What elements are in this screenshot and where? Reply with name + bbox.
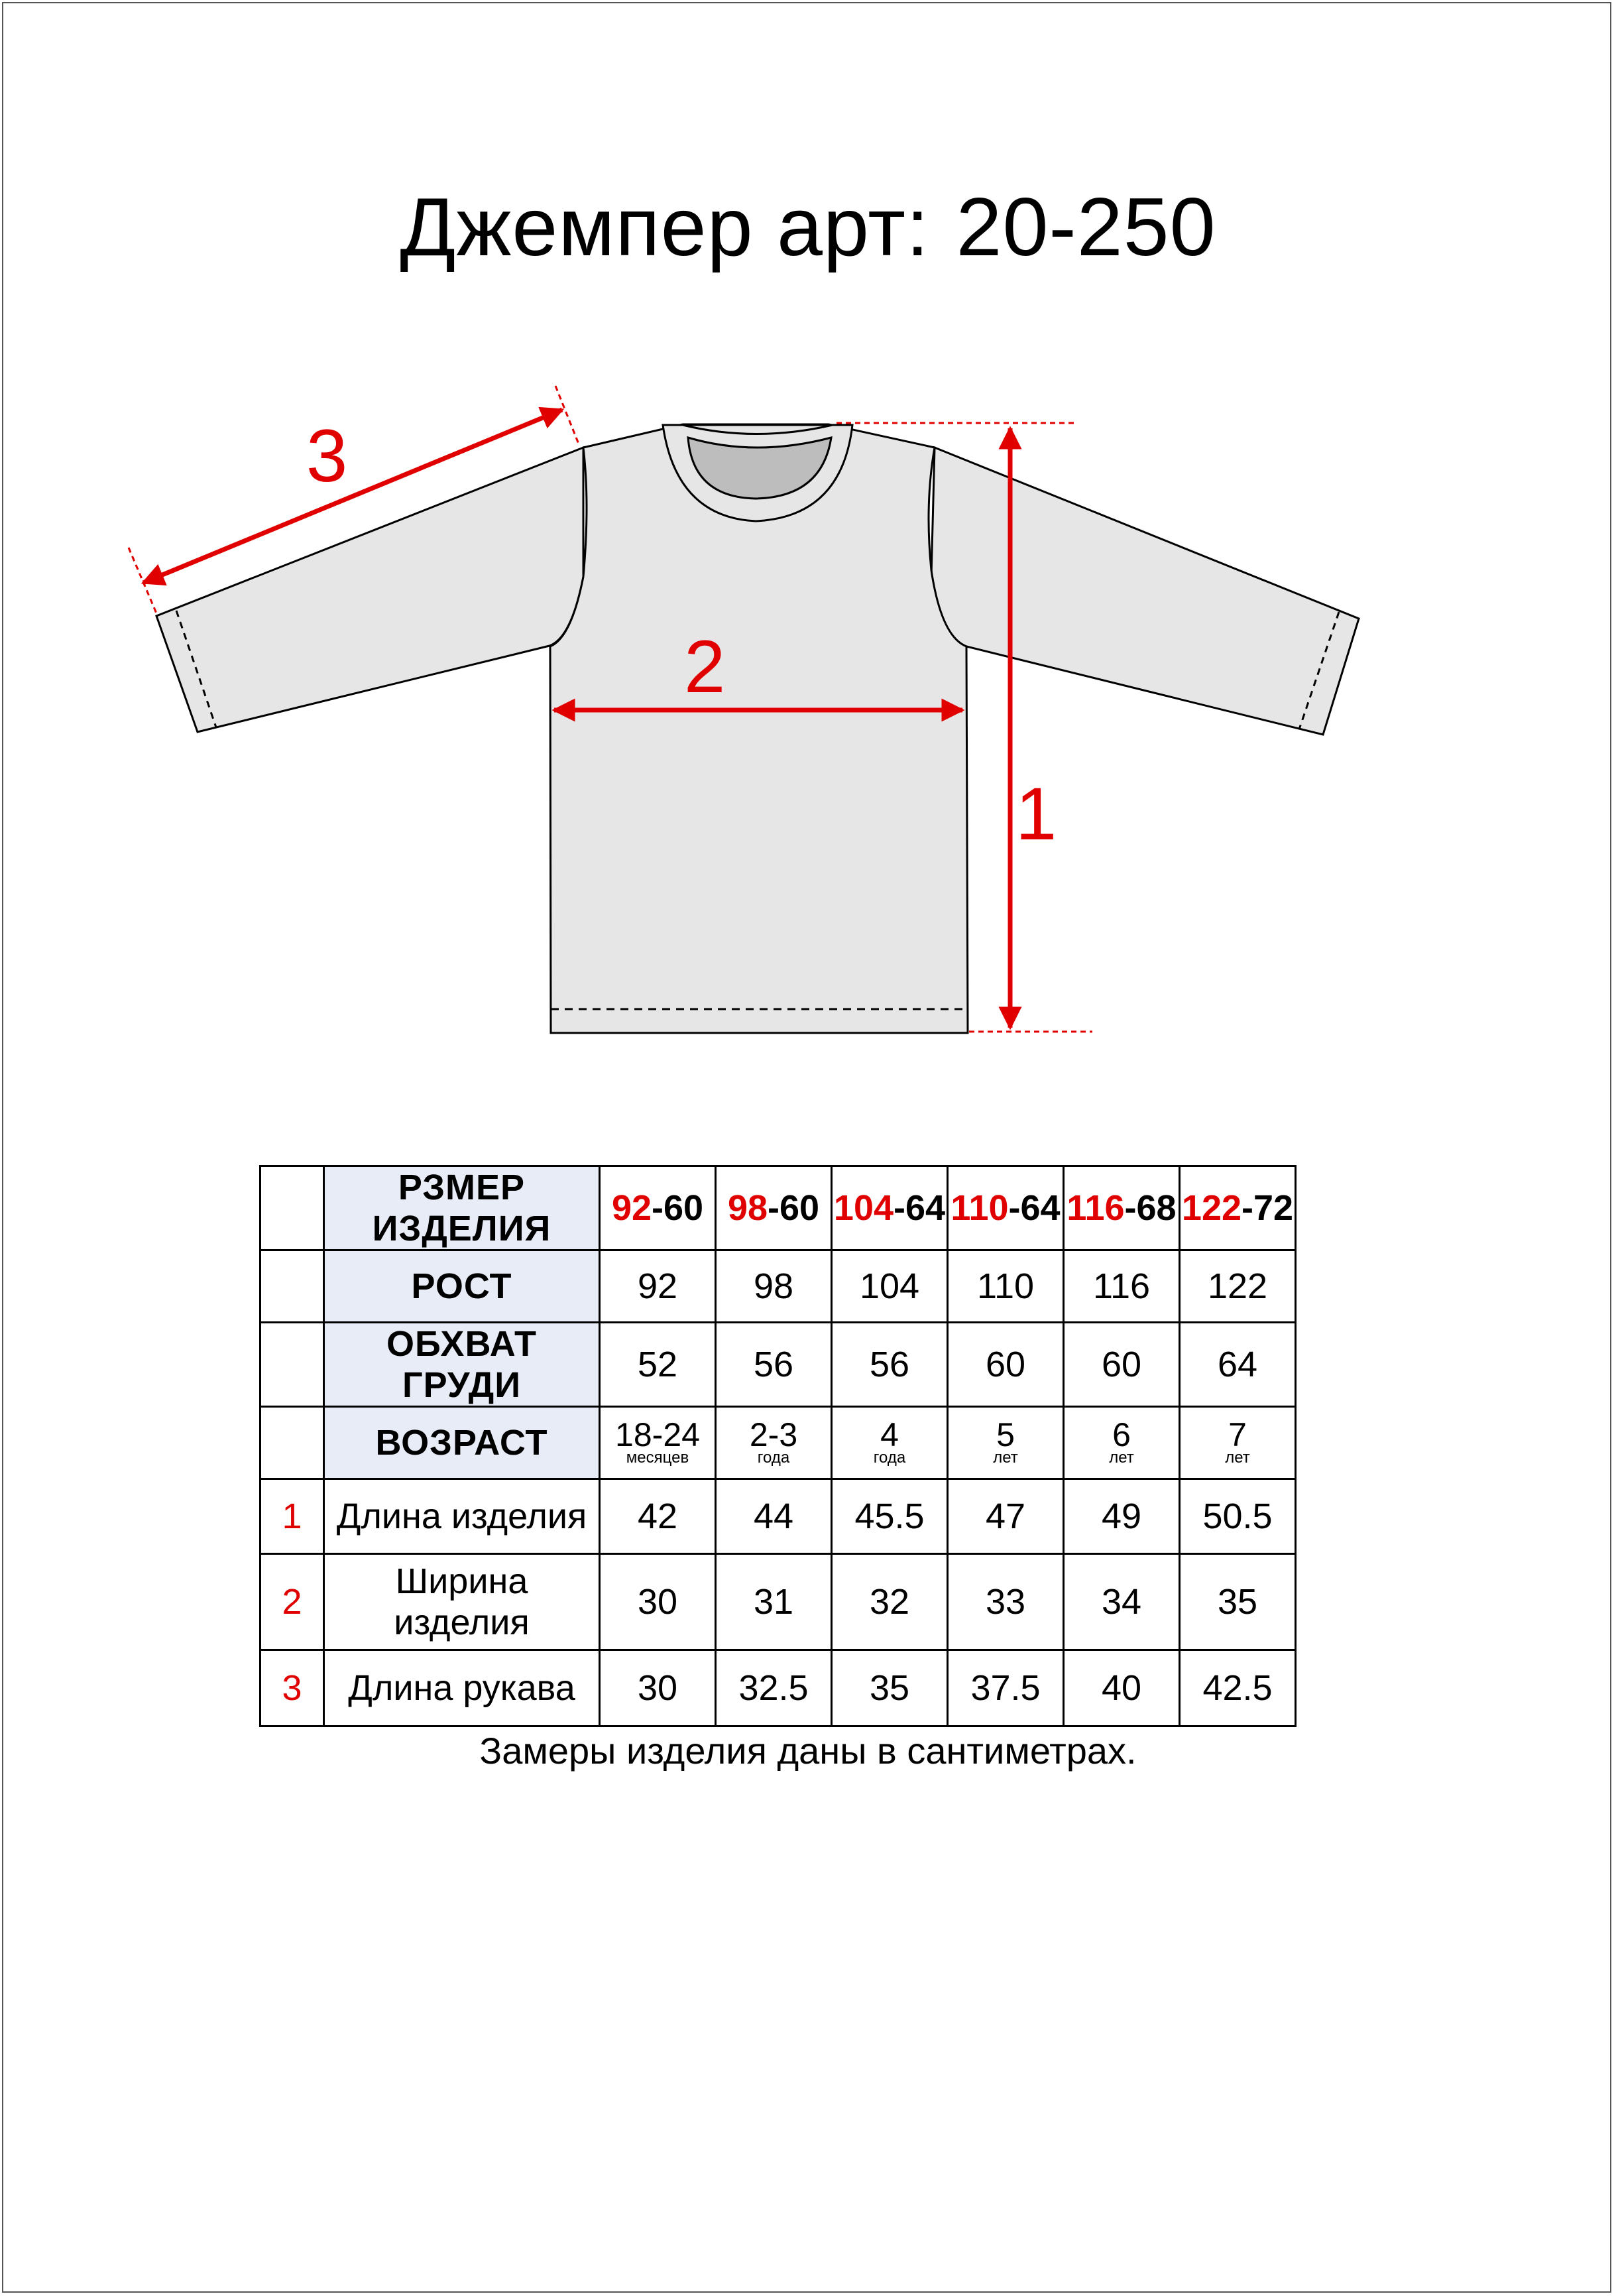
measure-label: Длина изделия — [324, 1479, 600, 1554]
age-cell — [600, 1407, 716, 1479]
table-row-sleeve — [260, 1650, 1296, 1726]
article-number: 20-250 — [956, 182, 1216, 273]
measure-label: Ширина изделия — [324, 1554, 600, 1650]
table-cell: 42 — [600, 1479, 716, 1554]
height-part: 110 — [951, 1188, 1009, 1228]
age-cell — [948, 1407, 1064, 1479]
age-unit: года — [757, 1449, 790, 1467]
age-unit: лет — [993, 1449, 1018, 1467]
table-row-height — [260, 1250, 1296, 1323]
chest-part: -60 — [768, 1188, 820, 1228]
empty-cell — [260, 1250, 324, 1323]
age-value: 6 — [1112, 1416, 1131, 1453]
table-cell: 49 — [1064, 1479, 1180, 1554]
height-part: 104 — [833, 1188, 894, 1228]
age-cell — [1064, 1407, 1180, 1479]
table-cell: 30 — [600, 1650, 716, 1726]
table-cell: 56 — [716, 1323, 832, 1407]
table-cell: 52 — [600, 1323, 716, 1407]
age-cell — [832, 1407, 948, 1479]
empty-cell — [260, 1166, 324, 1250]
table-cell: 110 — [948, 1250, 1064, 1323]
age-cell — [1180, 1407, 1296, 1479]
age-value: 18-24 — [615, 1416, 700, 1453]
table-cell: 35 — [1180, 1554, 1296, 1650]
right-sleeve — [931, 448, 1359, 735]
measure-label: Длина рукава — [324, 1650, 600, 1726]
age-value: 7 — [1228, 1416, 1247, 1453]
size-cell — [716, 1166, 832, 1250]
chest-part: -72 — [1241, 1188, 1294, 1228]
table-cell: 40 — [1064, 1650, 1180, 1726]
size-cell — [948, 1166, 1064, 1250]
table-cell: 122 — [1180, 1250, 1296, 1323]
measure-number: 3 — [260, 1650, 324, 1726]
measure-number: 2 — [260, 1554, 324, 1650]
height-part: 122 — [1181, 1188, 1242, 1228]
height-part: 116 — [1067, 1188, 1125, 1228]
sleeve-guide-top — [555, 386, 579, 446]
chest-part: -60 — [652, 1188, 704, 1228]
table-cell: 37.5 — [948, 1650, 1064, 1726]
row-label: ВОЗРАСТ — [324, 1407, 600, 1479]
measure-number: 1 — [260, 1479, 324, 1554]
table-cell: 47 — [948, 1479, 1064, 1554]
title-prefix: Джемпер арт: — [400, 182, 930, 273]
table-cell: 98 — [716, 1250, 832, 1323]
jumper-diagram — [0, 0, 1616, 1061]
age-value: 5 — [996, 1416, 1015, 1453]
row-label: РОСТ — [324, 1250, 600, 1323]
table-cell: 60 — [948, 1323, 1064, 1407]
empty-cell — [260, 1407, 324, 1479]
length-label: 1 — [1015, 772, 1057, 855]
width-label: 2 — [684, 625, 726, 708]
table-cell: 31 — [716, 1554, 832, 1650]
table-cell: 60 — [1064, 1323, 1180, 1407]
sleeve-label: 3 — [306, 414, 348, 497]
row-label: РЗМЕР ИЗДЕЛИЯ — [324, 1166, 600, 1250]
size-cell — [600, 1166, 716, 1250]
size-cell — [1180, 1166, 1296, 1250]
table-cell: 34 — [1064, 1554, 1180, 1650]
table-cell: 50.5 — [1180, 1479, 1296, 1554]
table-row-width — [260, 1554, 1296, 1650]
table-cell: 116 — [1064, 1250, 1180, 1323]
table-cell: 56 — [832, 1323, 948, 1407]
table-row-age — [260, 1407, 1296, 1479]
table-cell: 32.5 — [716, 1650, 832, 1726]
table-cell: 92 — [600, 1250, 716, 1323]
table-cell: 30 — [600, 1554, 716, 1650]
table-row-length — [260, 1479, 1296, 1554]
age-unit: лет — [1225, 1449, 1250, 1467]
chest-part: -64 — [894, 1188, 946, 1228]
measurement-note: Замеры изделия даны в сантиметрах. — [479, 1730, 1137, 1772]
age-unit: года — [873, 1449, 906, 1467]
height-part: 98 — [727, 1188, 768, 1228]
size-cell — [1064, 1166, 1180, 1250]
chest-part: -68 — [1124, 1188, 1177, 1228]
chest-part: -64 — [1008, 1188, 1061, 1228]
table-cell: 33 — [948, 1554, 1064, 1650]
age-value: 4 — [880, 1416, 899, 1453]
size-table — [259, 1165, 1297, 1727]
age-unit: лет — [1109, 1449, 1134, 1467]
table-cell: 35 — [832, 1650, 948, 1726]
age-cell — [716, 1407, 832, 1479]
table-cell: 32 — [832, 1554, 948, 1650]
age-unit: месяцев — [626, 1449, 689, 1467]
size-cell — [832, 1166, 948, 1250]
table-cell: 104 — [832, 1250, 948, 1323]
table-cell: 64 — [1180, 1323, 1296, 1407]
table-cell: 44 — [716, 1479, 832, 1554]
table-row-size — [260, 1166, 1296, 1250]
row-label: ОБХВАТ ГРУДИ — [324, 1323, 600, 1407]
table-cell: 45.5 — [832, 1479, 948, 1554]
table-row-chest — [260, 1323, 1296, 1407]
age-value: 2-3 — [749, 1416, 798, 1453]
height-part: 92 — [611, 1188, 652, 1228]
table-cell: 42.5 — [1180, 1650, 1296, 1726]
empty-cell — [260, 1323, 324, 1407]
